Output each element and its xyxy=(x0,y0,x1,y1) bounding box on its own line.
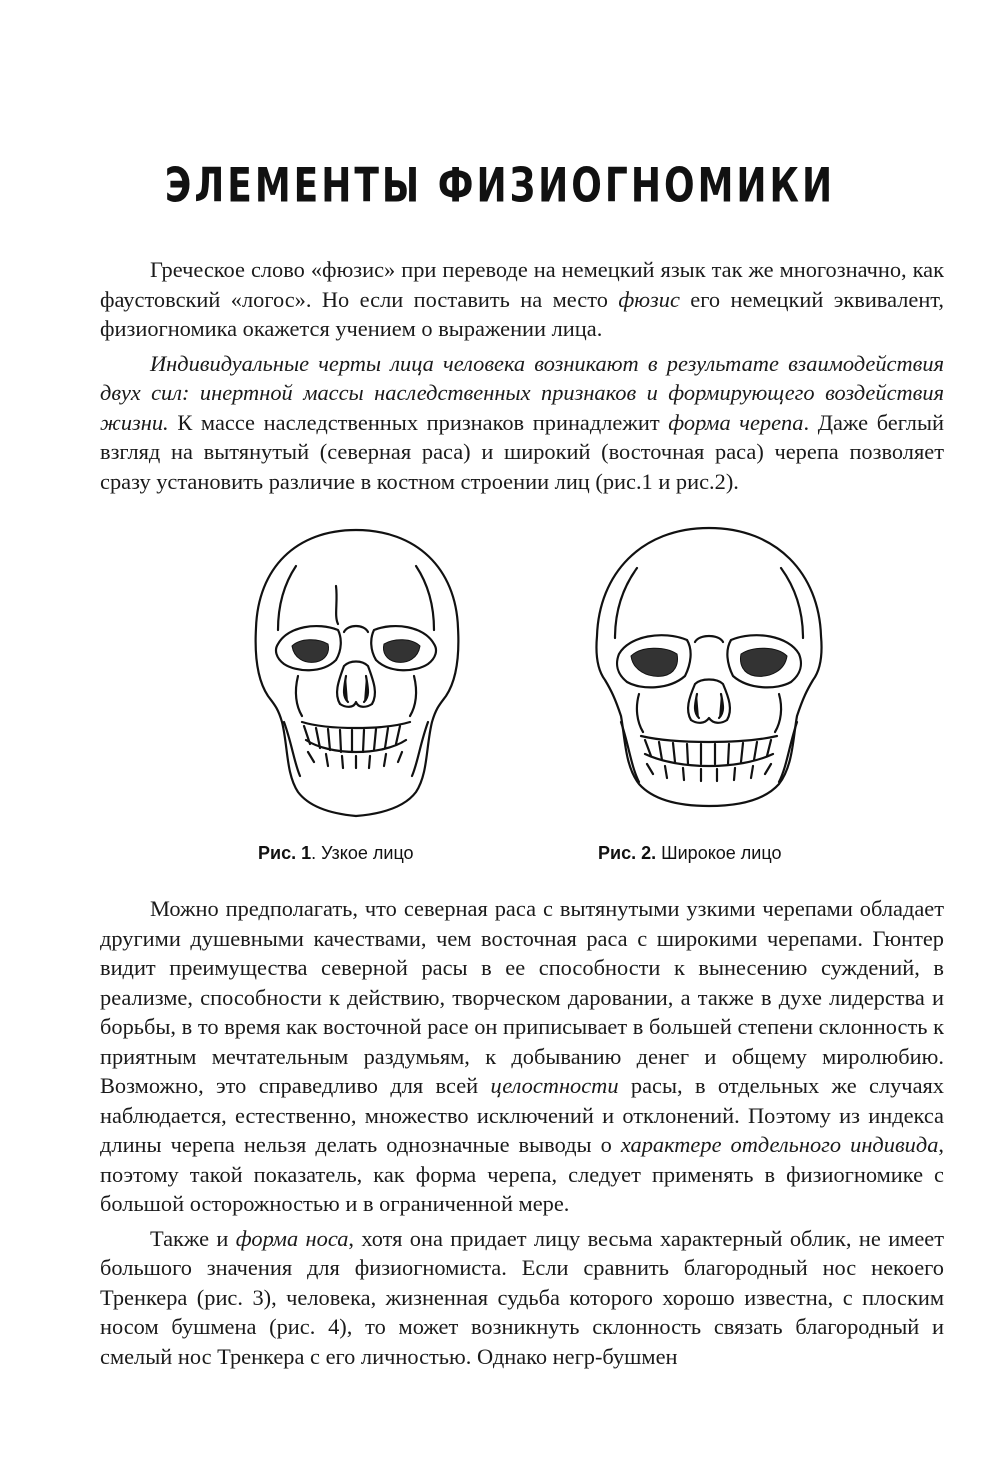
paragraph-text: . Даже беглый взгляд на вытянутый (северная раса) и широкий (восточная раса) черепа позволяет сразу установить различие в костном строении лиц (рис.1 и рис.2). xyxy=(100,409,944,494)
figure-1-caption-text: . Узкое лицо xyxy=(311,843,414,863)
figure-1-caption xyxy=(258,843,414,864)
paragraph-italic-text: Индивидуальные черты лица человека возникают в результате взаимодействия двух сил: инертной массы наследственных признаков и формирующего воздействия жизни. xyxy=(100,350,944,435)
paragraph-italic-text: характере отдельного индивида xyxy=(620,1132,939,1157)
text-block-bottom xyxy=(100,894,944,1376)
paragraph-italic-text: фюзис xyxy=(618,286,680,312)
figure-wide-skull xyxy=(585,526,833,810)
figure-2-caption xyxy=(598,843,781,864)
page-title: ЭЛЕМЕНТЫ ФИЗИОГНОМИКИ xyxy=(164,160,836,214)
narrow-skull-illustration xyxy=(238,526,474,824)
figure-2-caption-text: Широкое лицо xyxy=(661,843,782,863)
paragraph-text: расы, в отдельных же случаях наблюдается, естественно, множество исключений и отклонений. Поэтому из индекса длины черепа нельзя делать однозначные выводы о xyxy=(100,1073,945,1157)
paragraph-4 xyxy=(100,1224,944,1372)
paragraph-text: , поэтому такой показатель, как форма черепа, следует применять в физиогномике с большой осторожностью и в ограниченной мере. xyxy=(100,1132,944,1216)
paragraph-text: его немецкий эквивалент, физиогномика окажется учением о выражении лица. xyxy=(100,286,944,341)
paragraph-text: Можно предполагать, что северная раса с вытянутыми узкими черепами обладает другими душевными качествами, чем восточная раса с широкими черепами. Гюнтер видит преимущества северной расы в ее способности к вынесению суждений, в реализме, способности к действию, творческом даровании, а также в духе лидерства и борьбы, в то время как восточной расе он приписывает в большей степени склонность к приятным мечтательным раздумьям, к добыванию денег и общему миролюбию. Возможно, это справедливо для всей xyxy=(100,896,944,1098)
paragraph-2 xyxy=(100,349,944,497)
paragraph-italic-text: форма черепа xyxy=(668,409,804,435)
paragraph-italic-text: форма носа xyxy=(235,1225,349,1251)
paragraph-3 xyxy=(100,894,944,1219)
paragraph-1 xyxy=(100,255,944,344)
paragraph-text: , хотя она придает лицу весьма характерный облик, не имеет большого значения для физиогномиста. Если сравнить благородный нос некоего Тренкера (рис. 3), человека, жизненная судьба которого хорошо известна, с плоским носом бушмена (рис. 4), то может возникнуть склонность связать благородный и смелый нос Тренкера с его личностью. Однако негр-бушмен xyxy=(100,1225,945,1369)
text-block-top xyxy=(100,255,944,501)
paragraph-text: Греческое слово «фюзис» при переводе на немецкий язык так же многозначно, как фаустовский «логос». Но если поставить на место xyxy=(100,257,944,312)
wide-skull-illustration xyxy=(585,526,833,810)
paragraph-text: К массе наследственных признаков принадлежит xyxy=(168,409,669,435)
figure-1-label: Рис. 1 xyxy=(258,843,312,863)
paragraph-text: Также и xyxy=(150,1225,236,1251)
figure-narrow-skull xyxy=(238,526,474,824)
figure-2-label: Рис. 2. xyxy=(598,843,657,863)
paragraph-italic-text: целостности xyxy=(490,1073,619,1098)
